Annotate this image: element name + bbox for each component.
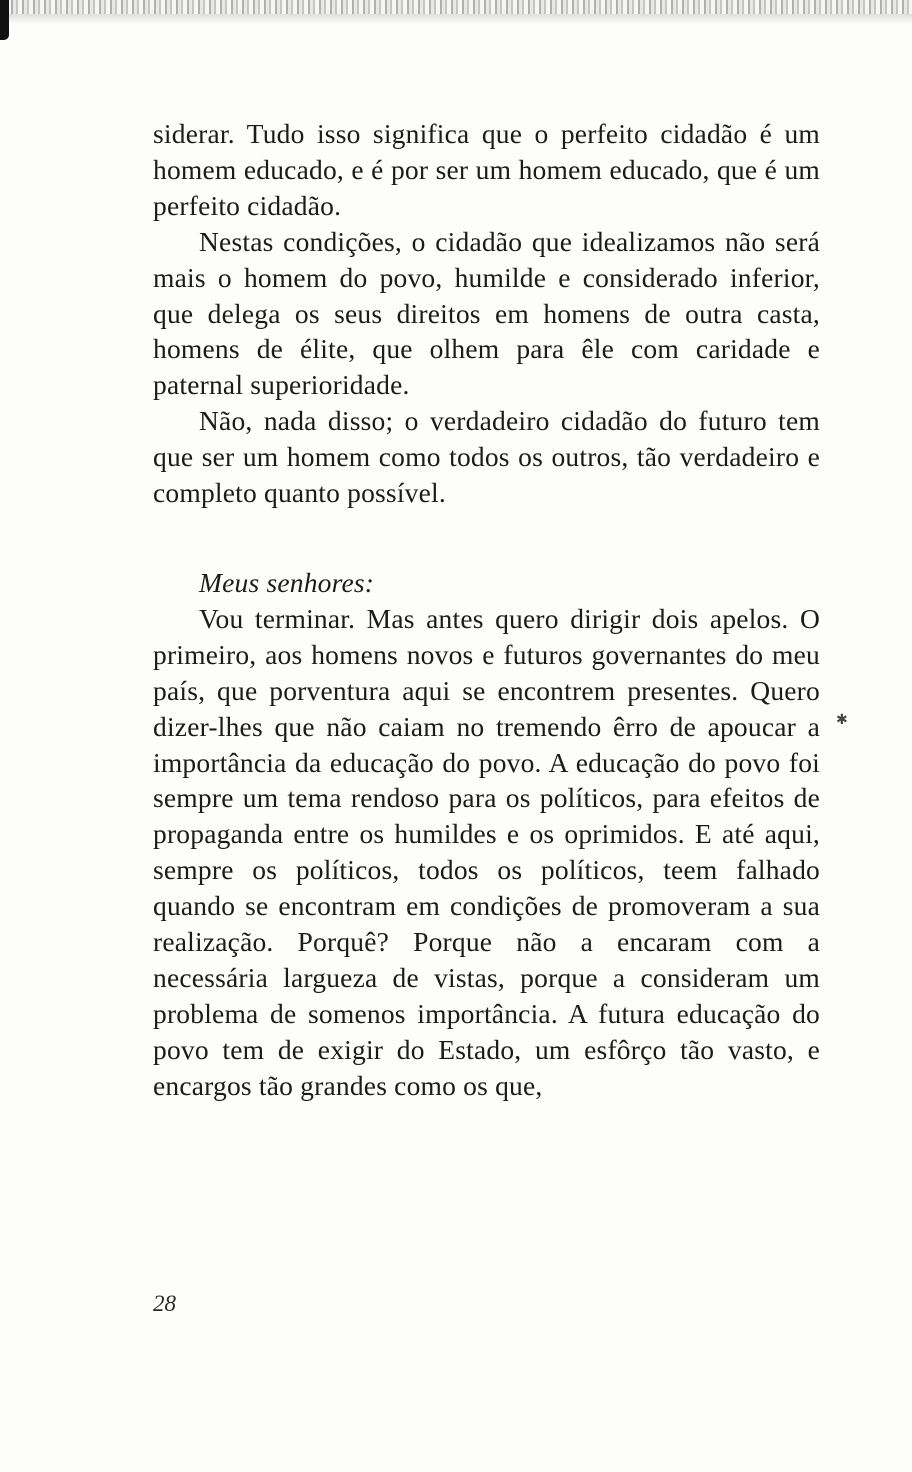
scan-edge-shadow <box>0 14 912 24</box>
paragraph-nao-nada-disso: Não, nada disso; o verdadeiro cidadão do futuro tem que ser um homem como todos os outros, tão verdadeiro e completo quanto possível. <box>153 405 820 509</box>
paragraph-nestas-condicoes: Nestas condições, o cidadão que idealizamos não será mais o homem do povo, humilde e considerado inferior, que delega os seus direitos em homens de outra casta, homens de élite, que olhem para êle com caridade e paternal superioridade. <box>153 225 820 401</box>
paragraph-gap <box>153 511 820 565</box>
ink-speck: ✱ <box>836 712 848 728</box>
paragraph-continuation: siderar. Tudo isso significa que o perfeito cidadão é um homem educado, e é por ser um homem educado, que é um perfeito cidadão. <box>153 118 820 221</box>
scan-edge-noise <box>0 0 912 14</box>
page-number: 28 <box>153 1291 176 1316</box>
salutation: Meus senhores: <box>199 566 375 598</box>
body-text <box>153 116 820 1104</box>
scan-corner-mark <box>0 0 9 40</box>
paragraph-vou-terminar: Vou terminar. Mas antes quero dirigir dois apelos. O primeiro, aos homens novos e futuros governantes do meu país, que porventura aqui se encontrem presentes. Quero dizer-lhes que não caiam no tremendo êrro de apoucar a importância da educação do povo. A educação do povo foi sempre um tema rendoso para os políticos, para efeitos de propaganda entre os humildes e os oprimidos. E até aqui, sempre os políticos, todos os políticos, teem falhado quando se encontram em condições de promoveram a sua realização. Porquê? Porque não a encaram com a necessária largueza de vistas, porque a consideram um problema de somenos importância. A futura educação do povo tem de exigir do Estado, um esfôrço tão vasto, e encargos tão grandes como os que, <box>153 602 820 1101</box>
